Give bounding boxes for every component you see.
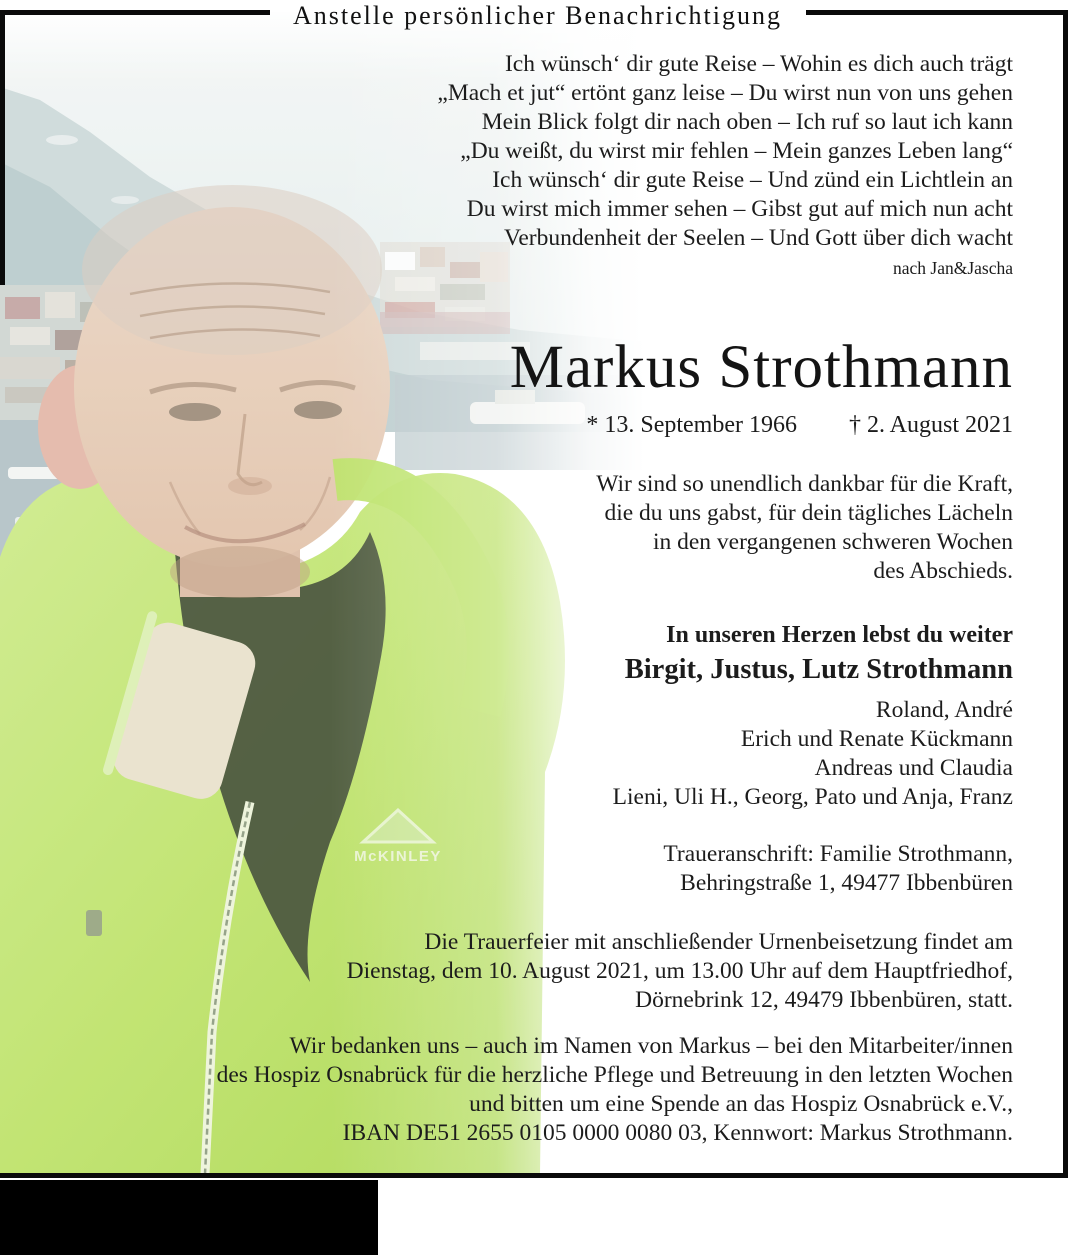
mourning-address <box>50 840 1013 898</box>
death-date: † 2. August 2021 <box>848 412 1013 438</box>
text-line: Erich und Renate Kückmann <box>740 726 1013 752</box>
text-line: des Abschieds. <box>873 558 1013 584</box>
redaction-block <box>0 1180 378 1255</box>
text-line: IBAN DE51 2655 0105 0000 0080 03, Kennwort: Markus Strothmann. <box>342 1120 1013 1146</box>
frame-border-bottom <box>0 1173 1068 1178</box>
text-line: des Hospiz Osnabrück für die herzliche Pflege und Betreuung in den letzten Wochen <box>216 1062 1013 1088</box>
text-line: Roland, André <box>875 697 1013 723</box>
family-main-names: Birgit, Justus, Lutz Strothmann <box>624 654 1013 685</box>
birth-date: * 13. September 1966 <box>586 412 797 438</box>
funeral-info <box>50 928 1013 1015</box>
memory-heading: In unseren Herzen lebst du weiter <box>666 622 1013 648</box>
text-line: Behringstraße 1, 49477 Ibbenbüren <box>680 870 1013 896</box>
text-line: Lieni, Uli H., Georg, Pato und Anja, Franz <box>612 784 1013 810</box>
gratitude-paragraph <box>50 470 1013 586</box>
poem <box>50 50 1013 253</box>
text-line: Dienstag, dem 10. August 2021, um 13.00 Uhr auf dem Hauptfriedhof, <box>346 958 1013 984</box>
life-dates <box>50 410 1013 440</box>
text-line: die du uns gabst, für dein tägliches Lächeln <box>604 500 1013 526</box>
text-line: Ich wünsch‘ dir gute Reise – Und zünd ein Lichtlein an <box>492 167 1013 193</box>
donation-info <box>50 1032 1013 1148</box>
frame-border-right <box>1063 10 1068 1178</box>
family-other-names <box>50 696 1013 812</box>
text-line: Traueranschrift: Familie Strothmann, <box>663 841 1013 867</box>
text-line: Du wirst mich immer sehen – Gibst gut auf mich nun acht <box>466 196 1013 222</box>
text-line: Verbundenheit der Seelen – Und Gott über dich wacht <box>503 225 1013 251</box>
text-line: in den vergangenen schweren Wochen <box>652 529 1013 555</box>
notice-header: Anstelle persönlicher Benachrichtigung <box>293 1 782 30</box>
text-line: Wir bedanken uns – auch im Namen von Markus – bei den Mitarbeiter/innen <box>289 1033 1013 1059</box>
frame-border-left <box>0 10 5 285</box>
text-line: „Mach et jut“ ertönt ganz leise – Du wirst nun von uns gehen <box>437 80 1013 106</box>
text-line: und bitten um eine Spende an das Hospiz Osnabrück e.V., <box>469 1091 1013 1117</box>
text-line: Andreas und Claudia <box>814 755 1013 781</box>
text-line: Die Trauerfeier mit anschließender Urnenbeisetzung findet am <box>424 929 1013 955</box>
text-line: Mein Blick folgt dir nach oben – Ich ruf so laut ich kann <box>481 109 1013 135</box>
text-line: Dörnebrink 12, 49479 Ibbenbüren, statt. <box>635 987 1013 1013</box>
text-line: Wir sind so unendlich dankbar für die Kraft, <box>596 471 1013 497</box>
text-line: „Du weißt, du wirst mir fehlen – Mein ganzes Leben lang“ <box>460 138 1013 164</box>
poem-attribution: nach Jan&Jascha <box>892 258 1013 278</box>
text-line: Ich wünsch‘ dir gute Reise – Wohin es dich auch trägt <box>504 51 1013 77</box>
deceased-name: Markus Strothmann <box>509 334 1013 401</box>
